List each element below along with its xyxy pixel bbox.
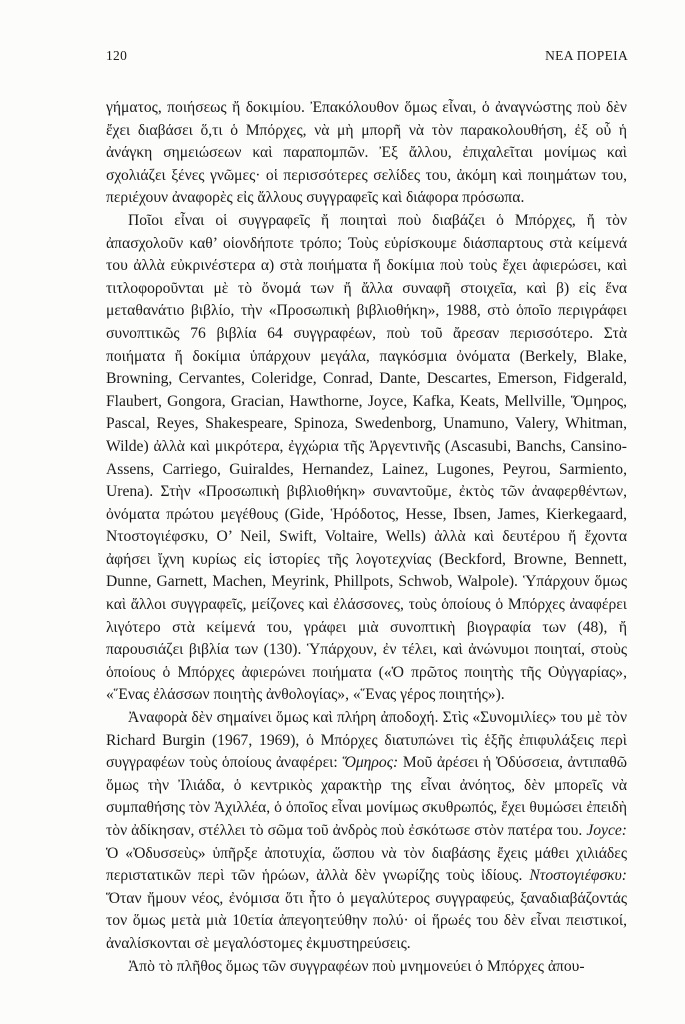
author-name-homer: Ὅμηρος: [342,754,399,772]
paragraph-2: Ποῖοι εἶναι οἱ συγγραφεῖς ἤ ποιηταὶ ποὺ διαβάζει ὁ Μπόρχες, ἤ τὸν ἀπασχολοῦν καθ’ οἱονδήποτε τρόπο; Τοὺς εὑρίσκουμε διάσπαρτους στὰ κείμενά του ἀλλὰ εὐκρινέστερα α) στὰ ποιήματα ἤ δοκίμια ποὺ τοὺς ἔχει ἀφιερώσει, καὶ τιτλοφοροῦνται μὲ τὸ ὄνομά των ἤ ἄλλα συναφῆ στοιχεῖα, καὶ β) εἰς ἕνα μεταθανάτιο βιβλίο, τὴν «Προσωπικὴ βιβλιοθήκη», 1988, στὸ ὁποῖο περιγράφει συνοπτικῶς 76 βιβλία 64 συγγραφέων, ποὺ τοῦ ἄρεσαν περισσότερο. Στὰ ποιήματα ἤ δοκίμια ὑπάρχουν μεγάλα, παγκόσμια ὀνόματα (Berkely, Blake, Browning, Cervantes, Coleridge, Conrad, Dante, Descartes, Emerson, Fidgerald, Flaubert, Gongora, Gracian, Hawthorne, Joyce, Kafka, Keats, Mellville, Ὅμηρος, Pascal, Reyes, Shakespeare, Spinoza, Swedenborg, Unamuno, Valery, Whitman, Wilde) ἀλλὰ καὶ μικρότερα, ἐγχώρια τῆς Ἀργεντινῆς (Ascasubi, Banchs, Cansino-Assens, Carriego, Guiraldes, Hernandez, Lainez, Lugones, Peyrou, Sarmiento, Urena). Στὴν «Προσωπικὴ βιβλιοθήκη» συναντοῦμε, ἐκτὸς τῶν ἀναφερθέντων, ὀνόματα πρώτου μεγέθους (Gide, Ἡρόδοτος, Hesse, Ibsen, James, Kierkegaard, Ντοστογιέφσκυ, O’ Neil, Swift, Voltaire, Wells) ἀλλὰ καὶ δευτέρου ἤ ἔχοντα ἀφήσει ἴχνη κυρίως εἰς ἱστορίες τῆς λογοτεχνίας (Beckford, Browne, Bennett, Dunne, Garnett, Machen, Meyrink, Phillpots, Schwob, Walpole). Ὑπάρχουν ὅμως καὶ ἄλλοι συγγραφεῖς, μείζονες καὶ ἐλάσσονες, τοὺς ὁποίους ὁ Μπόρχες ἀναφέρει λιγότερο στὰ κείμενά του, γράφει μιὰ συνοπτικὴ βιογραφία των (48), ἤ παρουσιάζει βιβλία των (130). Ὑπάρχουν, ἐν τέλει, καὶ ἀνώνυμοι ποιηταί, στοὺς ὁποίους ὁ Μπόρχες ἀφιερώνει ποιήματα («Ὁ πρῶτος ποιητὴς τῆς Οὐγγαρίας», «Ἕνας ἐλάσσων ποιητὴς ἀνθολογίας», «Ἕνας γέρος ποιητής»). [106,211,627,704]
running-header [106,48,628,64]
paragraph-3 [106,707,627,956]
paragraph-3-text: Μοῦ ἀρέσει ἡ Ὀδύσσεια, ἀντιπαθῶ ὅμως τὴν Ἰλιάδα, ὁ κεντρικὸς χαρακτὴρ της εἶναι ἀνόητος, δὲν μπορεῖς νὰ συμπαθήσης τὸν Ἀχιλλέα, ὁ ὁποῖος εἶναι μονίμως σκυθρωπός, ἔχει θυμώσει ἐπειδὴ τὸν ἀδίκησαν, στέλλει τὸ σῶμα τοῦ ἀνδρὸς ποὺ ἐσκότωσε στὸν πατέρα του. [106,754,627,839]
author-name-dostoevsky: Ντοστογιέφσκυ: [529,867,627,885]
author-name-joyce: Joyce: [586,822,627,839]
paragraph-4: Ἀπὸ τὸ πλῆθος ὅμως τῶν συγγραφέων ποὺ μνημονεύει ὁ Μπόρχες ἀπου- [128,957,585,975]
paragraph-3-text: Ἀναφορὰ δὲν σημαίνει ὅμως καὶ πλήρη ἀποδοχή. Στὶς «Συνομιλίες» του μὲ τὸν Richard Burgin (1967, 1969), ὁ Μπόρχες διατυπώνει τὶς ἑξῆς ἐπιφυλάξεις περὶ συγγραφέων τοὺς ὁποίους ἀναφέρει: [106,709,627,772]
running-title: ΝΕΑ ΠΟΡΕΙΑ [545,48,628,63]
page-number: 120 [106,48,128,63]
paragraph-3-text: Ὁ «Ὀδυσσεὺς» ὑπῆρξε ἀποτυχία, ὥσπου νὰ τὸν διαβάσης ἔχεις μάθει χιλιάδες περιστατικῶν περὶ τῶν ἡρώων, ἀλλὰ δὲν γνωρίζης τοὺς ἰδίους. [106,844,627,885]
paragraph-3-text: Ὅταν ἤμουν νέος, ἐνόμισα ὅτι ἦτο ὁ μεγαλύτερος συγγραφεύς, ξαναδιαβάζοντάς τον ὅμως μετὰ μιὰ 10ετία ἀπεγοητεύθην πολύ· οἱ ἥρωές του δὲν εἶναι πειστικοί, ἀναλίσκονται σὲ μεγαλόστομες ἐκμυστηρεύσεις. [106,889,627,952]
body-text [106,97,627,978]
paragraph-1: γήματος, ποιήσεως ἤ δοκιμίου. Ἐπακόλουθον ὅμως εἶναι, ὁ ἀναγνώστης ποὺ δὲν ἔχει διαβάσει ὅ,τι ὁ Μπόρχες, νὰ μὴ μπορῆ νὰ τὸν παρακολουθήση, ἐξ οὗ ἡ ἀνάγκη σημειώσεων καὶ παραπομπῶν. Ἐξ ἄλλου, ἐπιχαλεῖται μονίμως καὶ σχολιάζει ξένες γνῶμες· οἱ περισσότερες σελίδες του, ἀκόμη καὶ ποιημάτων του, περιέχουν ἀναφορὲς εἰς ἄλλους συγγραφεῖς καὶ διάφορα πρόσωπα. [106,99,627,207]
